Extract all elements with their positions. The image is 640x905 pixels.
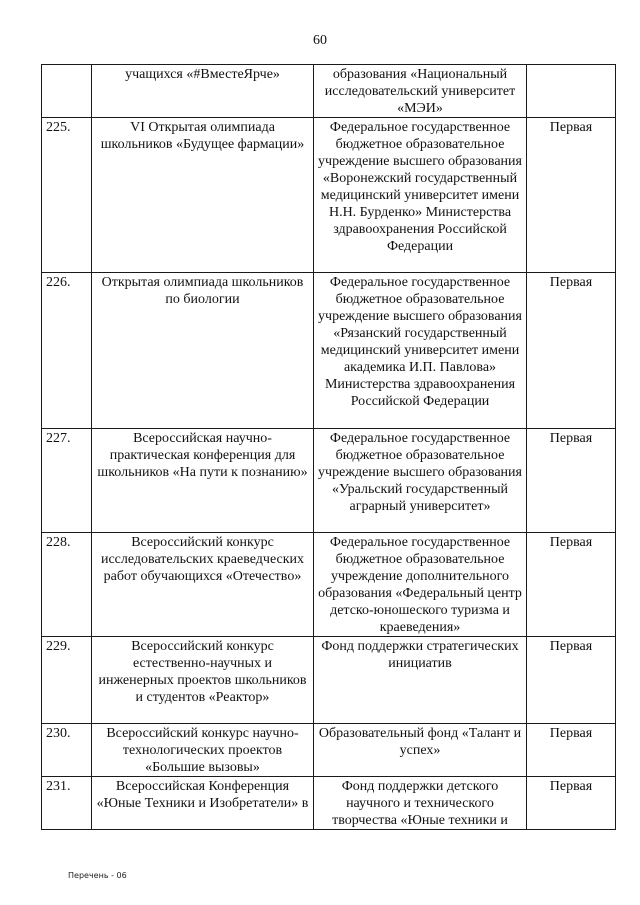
row-number: 225. [42, 118, 92, 273]
event-name: Всероссийская научно-практическая конференция для школьников «На пути к познанию» [92, 429, 314, 533]
row-number: 230. [42, 724, 92, 777]
event-name: Всероссийский конкурс исследовательских краеведческих работ обучающихся «Отечество» [92, 533, 314, 637]
olympiad-registry-table [41, 64, 616, 830]
table-row [42, 724, 616, 777]
row-number: 226. [42, 273, 92, 429]
level: Первая [527, 533, 616, 637]
event-name: учащихся «#ВместеЯрче» [92, 65, 314, 118]
organizer: Федеральное государственное бюджетное образовательное учреждение высшего образования «Уральский государственный аграрный университет» [314, 429, 527, 533]
row-number: 231. [42, 777, 92, 830]
organizer: Федеральное государственное бюджетное образовательное учреждение высшего образования «Воронежский государственный медицинский университет имени Н.Н. Бурденко» Министерства здравоохранения Российской Федерации [314, 118, 527, 273]
event-name: Открытая олимпиада школьников по биологии [92, 273, 314, 429]
level: Первая [527, 273, 616, 429]
event-name: Всероссийский конкурс научно-технологических проектов «Большие вызовы» [92, 724, 314, 777]
row-number [42, 65, 92, 118]
row-number: 227. [42, 429, 92, 533]
organizer: Федеральное государственное бюджетное образовательное учреждение высшего образования «Рязанский государственный медицинский университет имени академика И.П. Павлова» Министерства здравоохранения Российской Федерации [314, 273, 527, 429]
level: Первая [527, 118, 616, 273]
page-number: 60 [313, 33, 327, 48]
event-name: Всероссийская Конференция «Юные Техники и Изобретатели» в [92, 777, 314, 830]
organizer: Фонд поддержки стратегических инициатив [314, 637, 527, 724]
level: Первая [527, 637, 616, 724]
level: Первая [527, 429, 616, 533]
organizer: Федеральное государственное бюджетное образовательное учреждение дополнительного образования «Федеральный центр детско-юношеского туризма и краеведения» [314, 533, 527, 637]
organizer: Образовательный фонд «Талант и успех» [314, 724, 527, 777]
row-number: 229. [42, 637, 92, 724]
table-row [42, 273, 616, 429]
table-row [42, 65, 616, 118]
organizer: Фонд поддержки детского научного и технического творчества «Юные техники и [314, 777, 527, 830]
table-row [42, 533, 616, 637]
table-row [42, 777, 616, 830]
organizer: образования «Национальный исследовательский университет «МЭИ» [314, 65, 527, 118]
level: Первая [527, 777, 616, 830]
level [527, 65, 616, 118]
table-row [42, 118, 616, 273]
level: Первая [527, 724, 616, 777]
table-row [42, 429, 616, 533]
event-name: VI Открытая олимпиада школьников «Будущее фармации» [92, 118, 314, 273]
document-footer: Перечень - 06 [68, 871, 127, 880]
table-row [42, 637, 616, 724]
event-name: Всероссийский конкурс естественно-научных и инженерных проектов школьников и студентов «Реактор» [92, 637, 314, 724]
row-number: 228. [42, 533, 92, 637]
